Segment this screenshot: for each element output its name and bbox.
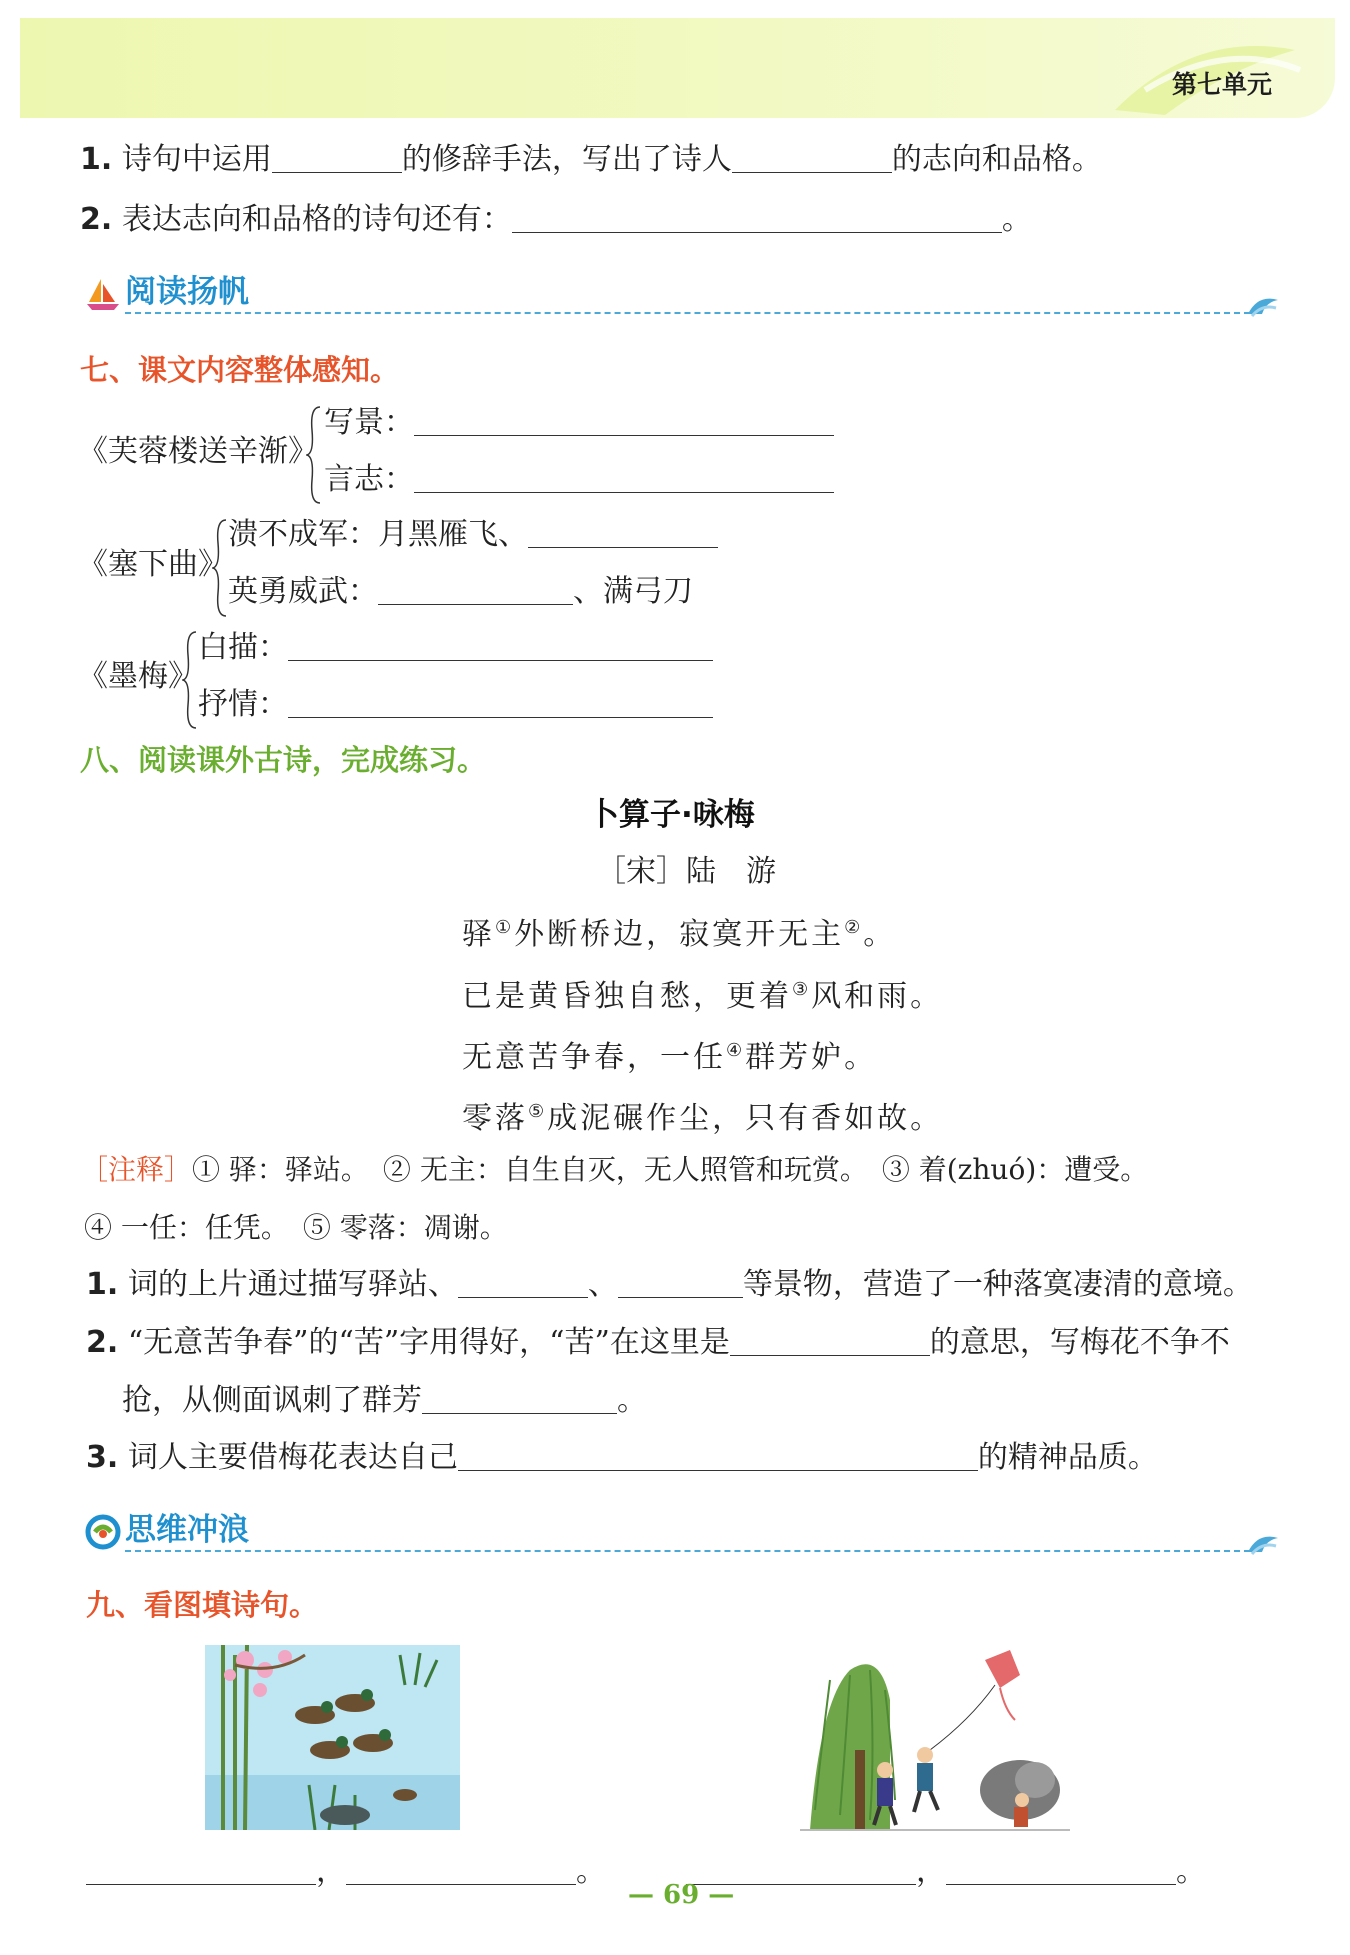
picture-1-answer: ， 。	[86, 1852, 606, 1892]
banner-divider	[125, 1550, 1250, 1552]
answer-blank[interactable]	[618, 1269, 743, 1298]
ducks-illustration	[205, 1645, 460, 1830]
poem-line: 写景：	[324, 403, 834, 443]
poem-author: ［宋］陆 游	[596, 854, 776, 889]
poem-verse: 零落⑤成泥碾作尘，只有香如故。	[462, 1101, 944, 1136]
wave-icon	[1246, 292, 1280, 318]
unit-label: 第七单元	[1172, 70, 1273, 99]
picture-2-answer: ， 。	[686, 1852, 1206, 1892]
poem-line: 言志：	[324, 460, 834, 500]
banner-title: 思维冲浪	[125, 1512, 249, 1548]
question-3: 3. 词人主要借梅花表达自己 的精神品质。	[86, 1440, 1158, 1475]
notes-line: ［注释］① 驿：驿站。 ② 无主：自生自灭，无人照管和玩赏。 ③ 着(zhuó)：遭受。	[80, 1153, 1149, 1186]
page-number: — 69 —	[628, 1880, 735, 1910]
answer-blank[interactable]	[946, 1856, 1176, 1885]
poem-title: 卜算子·咏梅	[588, 797, 755, 833]
wave-icon	[1246, 1530, 1280, 1556]
section-8-title: 八、阅读课外古诗，完成练习。	[80, 743, 487, 777]
brace-icon	[182, 630, 198, 730]
answer-blank[interactable]	[346, 1856, 576, 1885]
top-question-1: 1. 诗句中运用 的修辞手法，写出了诗人 的志向和品格。	[80, 142, 1102, 177]
reading-banner	[85, 272, 1280, 316]
section-7-title: 七、课文内容整体感知。	[80, 353, 400, 387]
answer-blank[interactable]	[458, 1269, 588, 1298]
question-1: 1. 词的上片通过描写驿站、 、 等景物，营造了一种落寞凄清的意境。	[86, 1267, 1253, 1302]
question-2-continued: 抢，从侧面讽刺了群芳 。	[122, 1383, 647, 1418]
swirl-icon	[85, 1514, 121, 1550]
poem-line: 英勇威武： 、满弓刀	[228, 574, 693, 609]
banner-title: 阅读扬帆	[125, 274, 249, 310]
poem-verse: 无意苦争春，一任④群芳妒。	[462, 1040, 878, 1075]
thinking-banner	[85, 1510, 1280, 1554]
notes-line: ④ 一任：任凭。 ⑤ 零落：凋谢。	[84, 1211, 508, 1244]
brace-icon	[306, 405, 322, 505]
answer-blank[interactable]	[422, 1385, 617, 1414]
kite-illustration	[800, 1640, 1070, 1840]
answer-blank[interactable]	[378, 576, 573, 605]
answer-blank[interactable]	[458, 1442, 978, 1471]
answer-blank[interactable]	[512, 204, 1002, 233]
poem-name: 《塞下曲》	[78, 547, 228, 582]
answer-blank[interactable]	[86, 1856, 316, 1885]
poem-line: 溃不成军：月黑雁飞、	[228, 515, 718, 555]
answer-blank[interactable]	[272, 144, 402, 173]
answer-blank[interactable]	[288, 689, 713, 718]
answer-blank[interactable]	[730, 1327, 930, 1356]
question-2: 2. “无意苦争春”的“苦”字用得好，“苦”在这里是 的意思，写梅花不争不	[86, 1325, 1230, 1360]
answer-blank[interactable]	[288, 632, 713, 661]
poem-verse: 驿①外断桥边，寂寞开无主②。	[462, 917, 897, 952]
answer-blank[interactable]	[414, 464, 834, 493]
poem-verse: 已是黄昏独自愁，更着③风和雨。	[462, 979, 944, 1014]
poem-line: 白描：	[198, 628, 713, 668]
answer-blank[interactable]	[732, 144, 892, 173]
sailboat-icon	[85, 276, 121, 312]
answer-blank[interactable]	[528, 519, 718, 548]
section-9-title: 九、看图填诗句。	[86, 1588, 319, 1622]
note-label: ［注释］	[80, 1153, 193, 1186]
brace-icon	[212, 518, 228, 618]
banner-divider	[125, 312, 1250, 314]
poem-line: 抒情：	[198, 685, 713, 725]
answer-blank[interactable]	[414, 407, 834, 436]
top-question-2: 2. 表达志向和品格的诗句还有： 。	[80, 202, 1032, 237]
poem-name: 《芙蓉楼送辛渐》	[78, 434, 318, 469]
poem-name: 《墨梅》	[78, 659, 198, 694]
header-band	[20, 18, 1335, 118]
